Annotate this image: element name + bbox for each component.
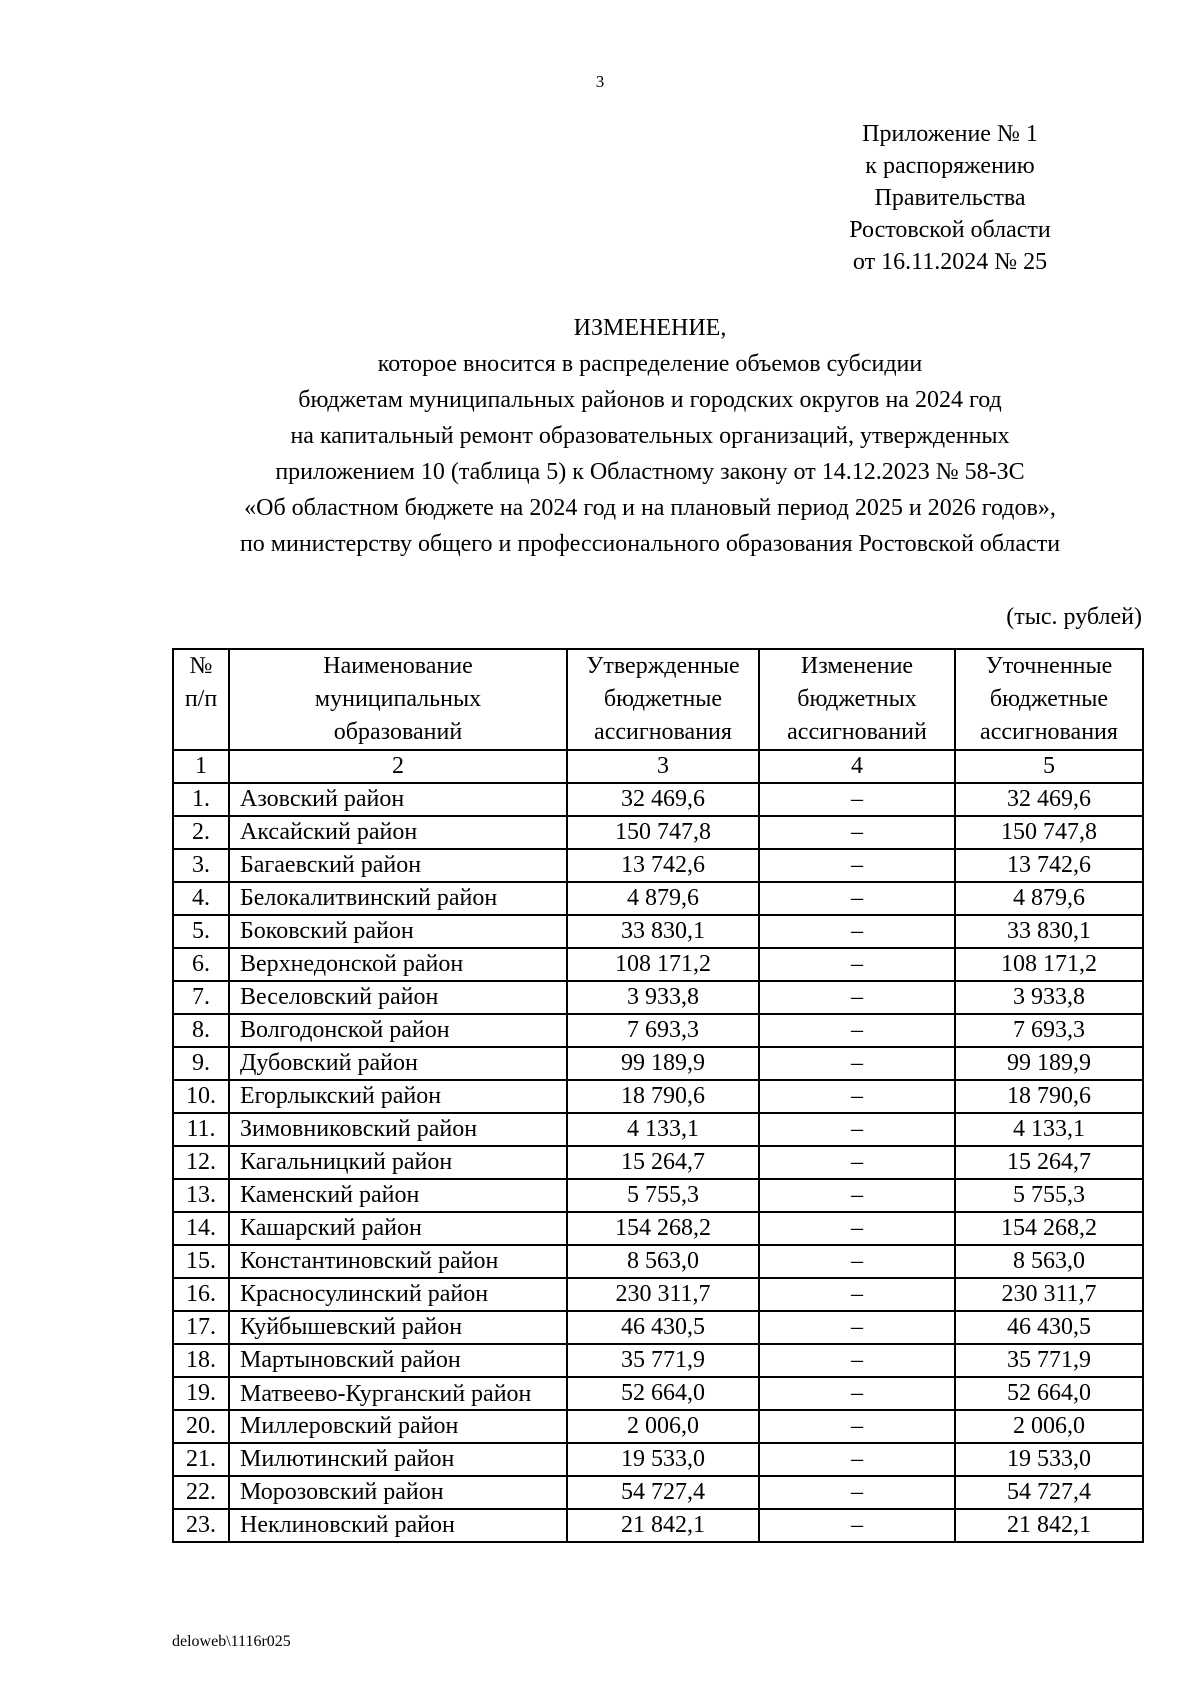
row-name: Веселовский район: [229, 981, 567, 1014]
row-change: –: [759, 1476, 955, 1509]
row-approved: 21 842,1: [567, 1509, 759, 1542]
row-revised: 7 693,3: [955, 1014, 1143, 1047]
row-revised: 230 311,7: [955, 1278, 1143, 1311]
table-row: [173, 1179, 1143, 1212]
header-text: бюджетных: [797, 686, 917, 712]
header-text: Наименование: [323, 653, 473, 679]
row-revised: 33 830,1: [955, 915, 1143, 948]
row-change: –: [759, 1212, 955, 1245]
heading-line: «Об областном бюджете на 2024 год и на плановый период 2025 и 2026 годов»,: [244, 495, 1056, 521]
row-change: –: [759, 1245, 955, 1278]
row-approved: 18 790,6: [567, 1080, 759, 1113]
row-change: –: [759, 1410, 955, 1443]
table-row: [173, 816, 1143, 849]
row-change: –: [759, 1344, 955, 1377]
table-row: [173, 1080, 1143, 1113]
header-text: муниципальных: [314, 686, 482, 712]
row-change: –: [759, 1014, 955, 1047]
row-number: 19.: [173, 1377, 229, 1410]
row-number: 17.: [173, 1311, 229, 1344]
row-change: –: [759, 1311, 955, 1344]
heading-line: которое вносится в распределение объемов субсидии: [377, 351, 923, 377]
table-row: [173, 1377, 1143, 1410]
row-approved: 150 747,8: [567, 816, 759, 849]
row-approved: 2 006,0: [567, 1410, 759, 1443]
row-approved: 3 933,8: [567, 981, 759, 1014]
table-row: [173, 1212, 1143, 1245]
table-row: [173, 1146, 1143, 1179]
row-name: Матвеево-Курганский район: [229, 1377, 567, 1410]
table-row: [173, 1311, 1143, 1344]
header-text: ассигнований: [787, 719, 927, 745]
row-approved: 4 879,6: [567, 882, 759, 915]
row-change: –: [759, 1278, 955, 1311]
row-revised: 4 133,1: [955, 1113, 1143, 1146]
row-revised: 19 533,0: [955, 1443, 1143, 1476]
row-change: –: [759, 1080, 955, 1113]
row-approved: 19 533,0: [567, 1443, 759, 1476]
appendix-line: Ростовской области: [849, 217, 1051, 243]
appendix-line: Приложение № 1: [862, 121, 1038, 147]
row-approved: 5 755,3: [567, 1179, 759, 1212]
header-text: №: [189, 653, 213, 679]
row-name: Аксайский район: [229, 816, 567, 849]
table-row: [173, 1047, 1143, 1080]
row-change: –: [759, 1377, 955, 1410]
table-row: [173, 1509, 1143, 1542]
header-change: [759, 649, 955, 750]
row-name: Кашарский район: [229, 1212, 567, 1245]
header-text: Уточненные: [985, 653, 1113, 679]
header-name: [229, 649, 567, 750]
row-revised: 13 742,6: [955, 849, 1143, 882]
row-approved: 35 771,9: [567, 1344, 759, 1377]
row-name: Дубовский район: [229, 1047, 567, 1080]
header-number: [173, 649, 229, 750]
row-revised: 108 171,2: [955, 948, 1143, 981]
header-text: п/п: [184, 686, 218, 712]
row-revised: 54 727,4: [955, 1476, 1143, 1509]
header-text: ассигнования: [594, 719, 732, 745]
table-row: [173, 783, 1143, 816]
table-row: [173, 1443, 1143, 1476]
table-row: [173, 1245, 1143, 1278]
table-header-row: [173, 649, 1143, 750]
row-name: Кагальницкий район: [229, 1146, 567, 1179]
row-number: 16.: [173, 1278, 229, 1311]
row-approved: 13 742,6: [567, 849, 759, 882]
row-approved: 108 171,2: [567, 948, 759, 981]
row-change: –: [759, 849, 955, 882]
row-number: 12.: [173, 1146, 229, 1179]
column-number-row: [173, 750, 1143, 783]
row-number: 4.: [173, 882, 229, 915]
row-number: 21.: [173, 1443, 229, 1476]
header-text: бюджетные: [989, 686, 1109, 712]
row-revised: 35 771,9: [955, 1344, 1143, 1377]
table-row: [173, 1014, 1143, 1047]
row-name: Егорлыкский район: [229, 1080, 567, 1113]
row-number: 9.: [173, 1047, 229, 1080]
table-row: [173, 1410, 1143, 1443]
row-approved: 15 264,7: [567, 1146, 759, 1179]
row-revised: 2 006,0: [955, 1410, 1143, 1443]
row-number: 5.: [173, 915, 229, 948]
table-row: [173, 849, 1143, 882]
row-revised: 32 469,6: [955, 783, 1143, 816]
appendix-line: Правительства: [874, 185, 1026, 211]
row-name: Морозовский район: [229, 1476, 567, 1509]
heading-line: на капитальный ремонт образовательных организаций, утвержденных: [290, 423, 1010, 449]
row-number: 7.: [173, 981, 229, 1014]
row-name: Константиновский район: [229, 1245, 567, 1278]
column-number: 1: [173, 750, 229, 783]
heading-title: ИЗМЕНЕНИЕ,: [573, 315, 727, 341]
row-approved: 99 189,9: [567, 1047, 759, 1080]
row-number: 18.: [173, 1344, 229, 1377]
header-text: Изменение: [800, 653, 914, 679]
row-name: Миллеровский район: [229, 1410, 567, 1443]
row-name: Верхнедонской район: [229, 948, 567, 981]
row-change: –: [759, 816, 955, 849]
table-row: [173, 882, 1143, 915]
row-change: –: [759, 1443, 955, 1476]
table-row: [173, 981, 1143, 1014]
appendix-line: к распоряжению: [865, 153, 1035, 179]
row-change: –: [759, 948, 955, 981]
row-change: –: [759, 1146, 955, 1179]
row-revised: 99 189,9: [955, 1047, 1143, 1080]
row-revised: 8 563,0: [955, 1245, 1143, 1278]
row-revised: 52 664,0: [955, 1377, 1143, 1410]
units-label: (тыс. рублей): [1006, 604, 1142, 630]
row-name: Азовский район: [229, 783, 567, 816]
row-approved: 230 311,7: [567, 1278, 759, 1311]
row-number: 22.: [173, 1476, 229, 1509]
row-change: –: [759, 1047, 955, 1080]
table-row: [173, 1113, 1143, 1146]
row-change: –: [759, 915, 955, 948]
footer-file-ref: deloweb\1116r025: [172, 1633, 291, 1650]
row-revised: 18 790,6: [955, 1080, 1143, 1113]
row-revised: 150 747,8: [955, 816, 1143, 849]
row-name: Белокалитвинский район: [229, 882, 567, 915]
row-number: 14.: [173, 1212, 229, 1245]
row-revised: 154 268,2: [955, 1212, 1143, 1245]
row-name: Красносулинский район: [229, 1278, 567, 1311]
column-number: 2: [229, 750, 567, 783]
header-text: [176, 716, 226, 749]
heading-line: приложением 10 (таблица 5) к Областному закону от 14.12.2023 № 58-ЗС: [275, 459, 1025, 485]
heading-line: бюджетам муниципальных районов и городских округов на 2024 год: [298, 387, 1002, 413]
row-name: Куйбышевский район: [229, 1311, 567, 1344]
row-approved: 8 563,0: [567, 1245, 759, 1278]
row-number: 2.: [173, 816, 229, 849]
row-approved: 33 830,1: [567, 915, 759, 948]
page-number: 3: [595, 72, 605, 91]
row-number: 13.: [173, 1179, 229, 1212]
column-number: 3: [567, 750, 759, 783]
row-number: 15.: [173, 1245, 229, 1278]
row-approved: 7 693,3: [567, 1014, 759, 1047]
row-revised: 15 264,7: [955, 1146, 1143, 1179]
row-change: –: [759, 1179, 955, 1212]
row-number: 20.: [173, 1410, 229, 1443]
row-revised: 21 842,1: [955, 1509, 1143, 1542]
row-approved: 54 727,4: [567, 1476, 759, 1509]
row-number: 11.: [173, 1113, 229, 1146]
row-change: –: [759, 1113, 955, 1146]
column-number: 5: [955, 750, 1143, 783]
appendix-block: [800, 118, 1100, 278]
row-approved: 32 469,6: [567, 783, 759, 816]
column-number: 4: [759, 750, 955, 783]
subsidy-table: [172, 648, 1144, 1543]
row-approved: 4 133,1: [567, 1113, 759, 1146]
row-approved: 46 430,5: [567, 1311, 759, 1344]
row-revised: 5 755,3: [955, 1179, 1143, 1212]
table-row: [173, 1278, 1143, 1311]
row-number: 8.: [173, 1014, 229, 1047]
header-approved: [567, 649, 759, 750]
table-row: [173, 915, 1143, 948]
document-heading: [150, 310, 1150, 562]
row-name: Багаевский район: [229, 849, 567, 882]
row-revised: 3 933,8: [955, 981, 1143, 1014]
header-revised: [955, 649, 1143, 750]
row-number: 23.: [173, 1509, 229, 1542]
row-number: 1.: [173, 783, 229, 816]
row-name: Неклиновский район: [229, 1509, 567, 1542]
table-row: [173, 948, 1143, 981]
row-change: –: [759, 981, 955, 1014]
row-name: Боковский район: [229, 915, 567, 948]
row-name: Волгодонской район: [229, 1014, 567, 1047]
row-number: 10.: [173, 1080, 229, 1113]
row-approved: 154 268,2: [567, 1212, 759, 1245]
row-number: 6.: [173, 948, 229, 981]
row-revised: 4 879,6: [955, 882, 1143, 915]
table-row: [173, 1344, 1143, 1377]
row-change: –: [759, 882, 955, 915]
row-change: –: [759, 783, 955, 816]
header-text: бюджетные: [603, 686, 723, 712]
row-name: Мартыновский район: [229, 1344, 567, 1377]
row-number: 3.: [173, 849, 229, 882]
row-approved: 52 664,0: [567, 1377, 759, 1410]
row-revised: 46 430,5: [955, 1311, 1143, 1344]
header-text: Утвержденные: [586, 653, 740, 679]
table-row: [173, 1476, 1143, 1509]
row-name: Милютинский район: [229, 1443, 567, 1476]
row-name: Зимовниковский район: [229, 1113, 567, 1146]
header-text: ассигнования: [980, 719, 1118, 745]
appendix-line: от 16.11.2024 № 25: [852, 249, 1048, 275]
header-text: образований: [333, 719, 463, 745]
row-name: Каменский район: [229, 1179, 567, 1212]
heading-line: по министерству общего и профессионального образования Ростовской области: [239, 531, 1061, 557]
row-change: –: [759, 1509, 955, 1542]
